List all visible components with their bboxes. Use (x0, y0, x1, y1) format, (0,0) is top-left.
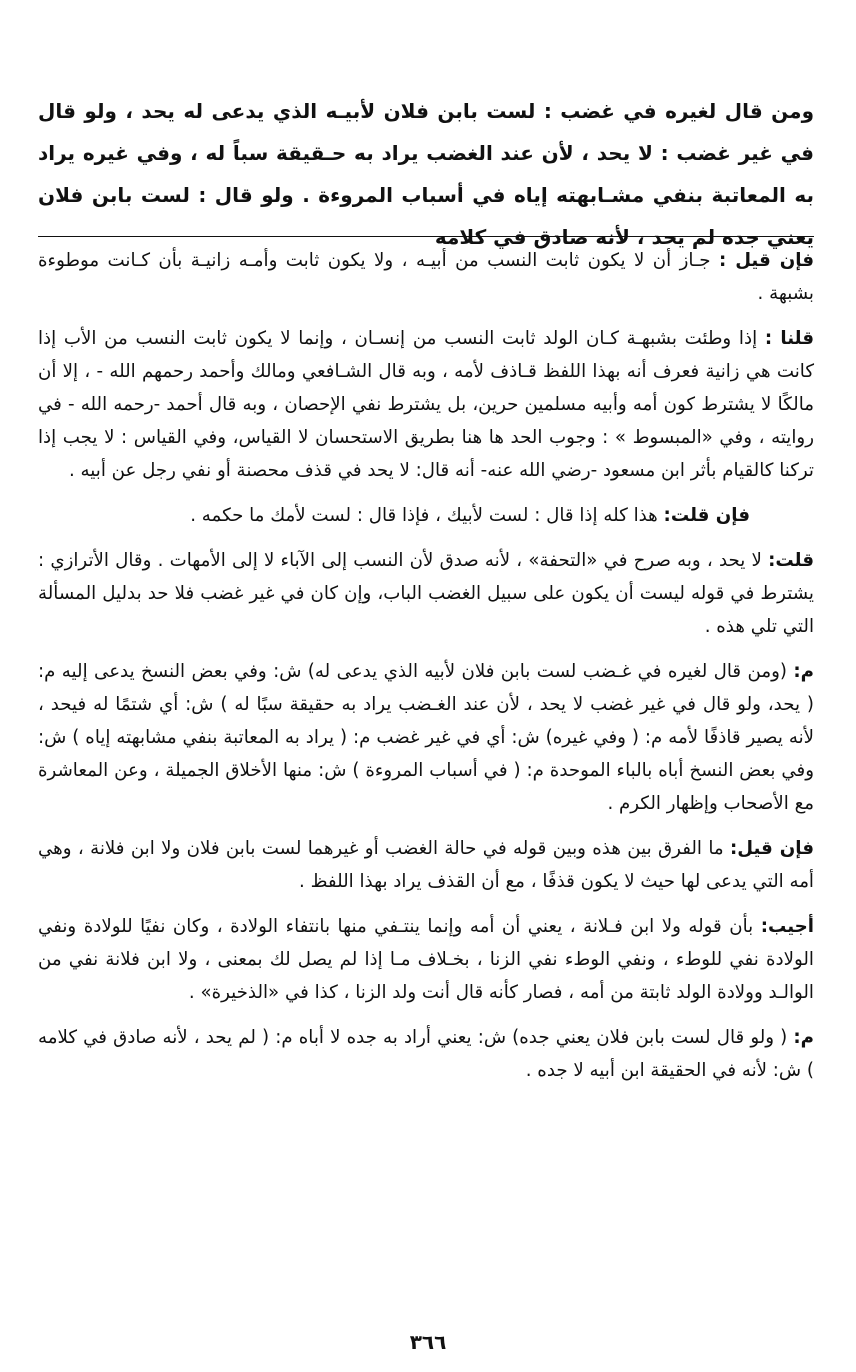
commentary-paragraph (38, 1021, 814, 1087)
commentary-paragraph (38, 499, 814, 532)
matn-block (38, 90, 814, 258)
sharh-block (38, 244, 814, 1093)
paragraph-text: لا يحد ، وبه صرح في «التحفة» ، لأنه صدق لأن النسب إلى الآباء لا إلى الأمهات . وقال الأترازي : يشترط في قوله ليست أن يكون على سبيل الغضب الباب، وإن كان في غير غضب فلا حد بدليل المسألة التي تلي هذه . (38, 550, 814, 637)
page-number: ٣٦٦ (409, 1330, 447, 1354)
paragraph-text: بأن قوله ولا ابن فـلانة ، يعني أن أمه وإنما ينتـفي منها بانتفاء الولادة ، وكان نفيًا للولادة ونفي الولادة نفي للوطء ، ونفي الوطء نفي الزنا ، بخـلاف مـا إذا لم يصل لك بمعنى ، ولا ابن فلانة نفي من الوالـد وولادة الولد ثابتة من أمه ، فصار كأنه قال أنت ولد الزنا ، كذا في «الذخيرة» . (38, 916, 814, 1003)
commentary-paragraph (38, 832, 814, 898)
paragraph-lead: فإن قيل : (718, 250, 815, 271)
paragraph-lead: قلت: (768, 550, 814, 571)
separator-rule (38, 236, 814, 237)
paragraph-text: ( ولو قال لست بابن فلان يعني جده) ش: يعني أراد به جده لا أباه م: ( لم يحد ، لأنه صادق في كلامه ) ش: لأنه في الحقيقة ابن أبيه لا جده . (38, 1027, 814, 1081)
paragraph-text: جـاز أن لا يكون ثابت النسب من أبيـه ، ولا يكون ثابت وأمـه زانيـة بأن كـانت موطوءة بشبهة . (38, 250, 814, 304)
paragraph-lead: فإن قيل: (729, 838, 814, 859)
paragraph-text: هذا كله إذا قال : لست لأبيك ، فإذا قال : لست لأمك ما حكمه . (190, 505, 664, 526)
matn-text: ومن قال لغيره في غضب : لست بابن فلان لأبيـه الذي يدعى له يحد ، ولو قال في غير غضب : لا يحد ، لأن عند الغضب يراد به حـقيقة سباً له ، وفي غيره يراد به المعاتبة بنفي مشـابهته إياه في أسباب المروءة . ولو قال : لست بابن فلان يعني جده لم يحد ، لأنه صادق في كلامه (38, 99, 814, 249)
paragraph-text: ما الفرق بين هذه وبين قوله في حالة الغضب أو غيرهما لست بابن فلان ولا ابن فلانة ، وهي أمه التي يدعى لها حيث لا يكون قذفًا ، مع أن القذف يراد بهذا اللفظ . (38, 838, 814, 892)
paragraph-lead: م: (793, 661, 814, 682)
commentary-paragraph (38, 544, 814, 643)
paragraph-text: إذا وطئت بشبهـة كـان الولد ثابت النسب من إنسـان ، وإنما لا يكون ثابت النسب من الأب إذا كانت هي زانية فعرف أنه بهذا اللفظ قـاذف لأمه ، وبه قال الشـافعي ومالك وأحمد رحمهم الله - ، إلا أن مالكًا لا يشترط كون أمه وأبيه مسلمين حرين، بل يشترط نفي الإحصان ، وبه قال أحمد -رحمه الله - في روايته ، وفي «المبسوط » : وجوب الحد ها هنا بطريق الاستحسان لا القياس، وفي القياس : لا يجب إذا تركنا كالقيام بأثر ابن مسعود -رضي الله عنه- أنه قال: لا يحد في قذف محصنة أو نفي رجل عن أبيه . (38, 328, 814, 481)
paragraph-lead: قلنا : (764, 328, 814, 349)
paragraph-lead: فإن قلت: (663, 505, 750, 526)
paragraph-lead: أجيب: (760, 916, 814, 937)
commentary-paragraph (38, 322, 814, 487)
commentary-paragraph (38, 655, 814, 820)
paragraph-lead: م: (793, 1027, 814, 1048)
commentary-paragraph (38, 910, 814, 1009)
paragraph-text: (ومن قال لغيره في غـضب لست بابن فلان لأبيه الذي يدعى له) ش: وفي بعض النسخ يدعى إليه م: ( يحد، ولو قال في غير غضب لا يحد ، لأن عند الغـضب يراد به حقيقة سبًا له ) ش: أي شتمًا له فيحد ، لأنه يصير قاذفًا لأمه م: ( وفي غيره) ش: أي في غير غضب م: ( يراد به المعاتبة بنفي مشابهته إياه ) ش: وفي بعض النسخ أباه بالباء الموحدة م: ( في أسباب المروءة ) ش: منها الأخلاق الجميلة ، وعن المعاشرة مع الأصحاب وإظهار الكرم . (38, 661, 814, 814)
commentary-paragraph (38, 244, 814, 310)
